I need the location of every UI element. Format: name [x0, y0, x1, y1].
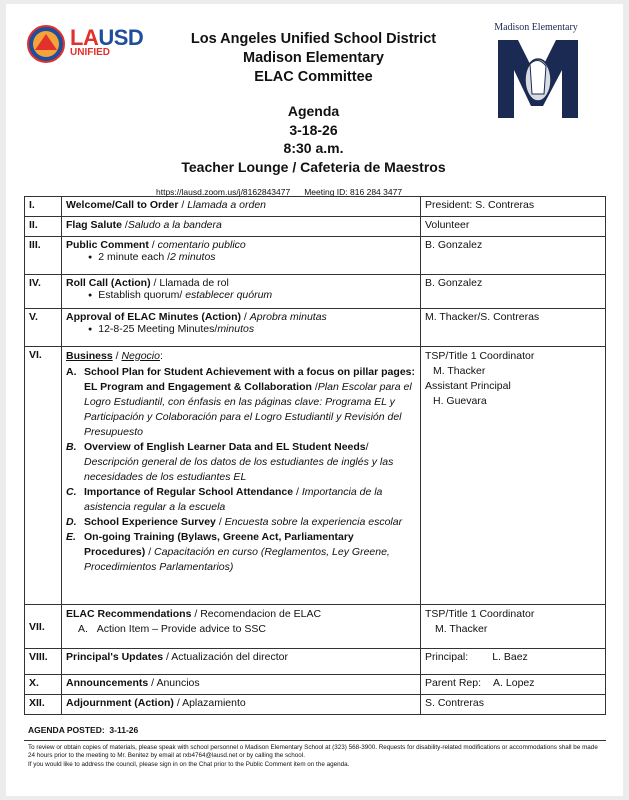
item-sep: /: [148, 677, 157, 689]
item-title-en: Roll Call (Action): [66, 277, 151, 289]
business-subitem-c: C. Importance of Regular School Attendance / Importancia de la asistencia regular a la escuela: [66, 486, 383, 513]
madison-logo-side-text: Mustang Pride: [489, 54, 497, 96]
school-name: Madison Elementary: [242, 50, 384, 66]
item-subitem: A. Action Item – Provide advice to SSC: [78, 623, 266, 635]
item-title-en: Adjournment (Action): [66, 697, 174, 709]
item-sep: /: [191, 608, 201, 620]
item-sep: /: [148, 239, 158, 251]
item-bullet: ● 2 minute each /2 minutos: [66, 251, 416, 263]
item-desc: [62, 675, 421, 695]
item-sep: /: [112, 350, 122, 362]
item-responsible: Principal: L. Baez: [421, 649, 606, 675]
footnote-line-2: If you would like to address the council, please sign in on the Chat prior to the Public Comment item on the agenda.: [28, 760, 350, 768]
business-subitem-b: B. Overview of English Learner Data and EL Student Needs/ Descripción general de los datos de los estudiantes de inglés y las necesidades de los estudiantes EL: [66, 441, 394, 483]
item-title-en: Welcome/Call to Order: [66, 199, 179, 211]
item-sep: /: [173, 697, 183, 709]
item-title-es: Recomendacion de ELAC: [200, 608, 322, 620]
lausd-logo-text-b: USD: [98, 25, 144, 50]
agenda-posted: AGENDA POSTED: 3-11-26: [28, 725, 139, 735]
district-name: Los Angeles Unified School District: [190, 31, 437, 47]
madison-logo: [484, 22, 588, 122]
item-responsible: Parent Rep: A. Lopez: [421, 675, 606, 695]
footnote-line-1: To review or obtain copies of materials, please speak with school personnel o Madison Elementary School at (323) 568-3900. Requests for disability-related modifications or accommodations shall be made 24 hours prior to the meeting to Mr. Benitez by email at rxb4764@lausd.net or by calling the school.: [28, 744, 598, 760]
item-responsible: TSP/Title 1 Coordinator M. Thacker Assistant Principal H. Guevara: [421, 347, 606, 605]
item-responsible: S. Contreras: [421, 695, 606, 715]
item-desc: [62, 649, 421, 675]
item-title-es: Actualización del director: [171, 651, 288, 663]
item-number: VII.: [25, 605, 62, 649]
agenda-info: [156, 102, 471, 176]
item-title-en: Public Comment: [66, 239, 149, 251]
lausd-logo-text-a: LA: [70, 25, 99, 50]
item-sep: /: [150, 277, 160, 289]
agenda-row-v: [25, 309, 606, 347]
item-sep: /: [178, 199, 188, 211]
item-responsible: B. Gonzalez: [421, 237, 606, 275]
item-responsible: B. Gonzalez: [421, 275, 606, 309]
item-responsible: Volunteer: [421, 217, 606, 237]
item-sep: /: [241, 311, 250, 323]
item-number: III.: [25, 237, 62, 275]
item-title-en: Principal's Updates: [66, 651, 164, 663]
agenda-row-iv: [25, 275, 606, 309]
footnote: [28, 744, 603, 769]
item-title-es: Aplazamiento: [182, 697, 246, 709]
item-title-es: Aprobra minutas: [249, 311, 327, 323]
item-desc: [62, 695, 421, 715]
agenda-row-ii: [25, 217, 606, 237]
item-responsible: President: S. Contreras: [421, 197, 606, 217]
meeting-time: 8:30 a.m.: [283, 140, 344, 156]
agenda-row-vi: [25, 347, 606, 605]
item-desc: Business / Negocio: A. School Plan for Student Achievement with a focus on pillar pages: EL Program and Engagement & Collaboration /Plan Escolar para el Logro Estudiantil, con énfasis en las páginas clave: Programa EL y Participación y Colaboración para el Logro Estudiantil y Revisión del Presupuesto B. Overview of English Learner Data and EL Student Needs/ Descripción general de los datos de los estudiantes de inglés y las necesidades de los estudiantes EL C. Importance of Regular School Attendance / Importancia de la asistencia regular a la escuela D. School Experience Survey / Encuesta sobre la experiencia escolar E. On-going Training (Bylaws, Greene Act, Parliamentary Procedures) / Capacitación en curso (Reglamentos, Ley Greene, Procedimientos Parlamentarios): [62, 347, 421, 605]
item-title-es: comentario publico: [157, 239, 246, 251]
zoom-link[interactable]: https://lausd.zoom.us/j/8162843477: [156, 187, 291, 197]
header-title: [161, 30, 466, 87]
lausd-logo-sub: UNIFIED: [70, 47, 110, 58]
item-number: II.: [25, 217, 62, 237]
agenda-page: [6, 4, 623, 796]
item-title-en: ELAC Recommendations: [66, 608, 192, 620]
item-number: X.: [25, 675, 62, 695]
item-number: V.: [25, 309, 62, 347]
item-number: VI.: [25, 347, 62, 605]
business-subitem-a: A. School Plan for Student Achievement with a focus on pillar pages: EL Program and Engagement & Collaboration /Plan Escolar para el Logro Estudiantil, con énfasis en las páginas clave: Programa EL y Participación y Colaboración para el Logro Estudiantil y Revisión del Presupuesto: [66, 366, 415, 438]
footer-divider: [24, 740, 606, 741]
madison-logo-top-text: Madison Elementary: [494, 22, 578, 33]
item-sep: /: [163, 651, 172, 663]
committee-name: ELAC Committee: [254, 69, 373, 85]
item-number: IV.: [25, 275, 62, 309]
agenda-row-xii: [25, 695, 606, 715]
meeting-location: Teacher Lounge / Cafeteria de Maestros: [181, 158, 446, 175]
business-subitem-e: E. On-going Training (Bylaws, Greene Act, Parliamentary Procedures) / Capacitación en curso (Reglamentos, Ley Greene, Procedimientos Parlamentarios): [66, 531, 390, 573]
item-responsible: TSP/Title 1 Coordinator M. Thacker: [421, 605, 606, 649]
item-title-es: Negocio: [121, 350, 160, 362]
meeting-id-label: Meeting ID:: [304, 187, 348, 197]
agenda-heading: Agenda: [287, 103, 340, 119]
item-title-en: Business: [66, 350, 113, 362]
meeting-date: 3-18-26: [289, 121, 338, 138]
item-desc: [62, 275, 421, 309]
item-number: VIII.: [25, 649, 62, 675]
agenda-row-vii: [25, 605, 606, 649]
item-title-es: Anuncios: [156, 677, 200, 689]
business-subitem-d: D. School Experience Survey / Encuesta sobre la experiencia escolar: [66, 516, 403, 528]
item-title-es: Llamada de rol: [159, 277, 229, 289]
mustang-m-icon: [484, 34, 588, 122]
agenda-table: [24, 196, 606, 715]
agenda-row-i: [25, 197, 606, 217]
item-title-en: Approval of ELAC Minutes (Action): [66, 311, 241, 323]
item-number: I.: [25, 197, 62, 217]
item-number: XII.: [25, 695, 62, 715]
agenda-row-x: [25, 675, 606, 695]
item-desc: [62, 605, 421, 649]
item-title-en: Flag Salute: [66, 219, 123, 231]
item-title-es: Llamada a orden: [187, 199, 266, 211]
item-desc: [62, 197, 421, 217]
agenda-row-viii: [25, 649, 606, 675]
item-title-es: Saludo a la bandera: [127, 219, 222, 231]
lausd-seal-icon: [26, 24, 66, 64]
item-title-en: Announcements: [66, 677, 149, 689]
item-sep: /: [122, 219, 128, 231]
item-responsible: M. Thacker/S. Contreras: [421, 309, 606, 347]
item-desc: [62, 217, 421, 237]
item-desc: [62, 309, 421, 347]
agenda-row-iii: [25, 237, 606, 275]
item-bullet: ● 12-8-25 Meeting Minutes/minutos: [66, 323, 416, 335]
item-desc: [62, 237, 421, 275]
lausd-logo: [26, 24, 171, 66]
meeting-id-value: 816 284 3477: [350, 187, 403, 197]
item-bullet: ● Establish quorum/ establecer quórum: [66, 289, 416, 301]
